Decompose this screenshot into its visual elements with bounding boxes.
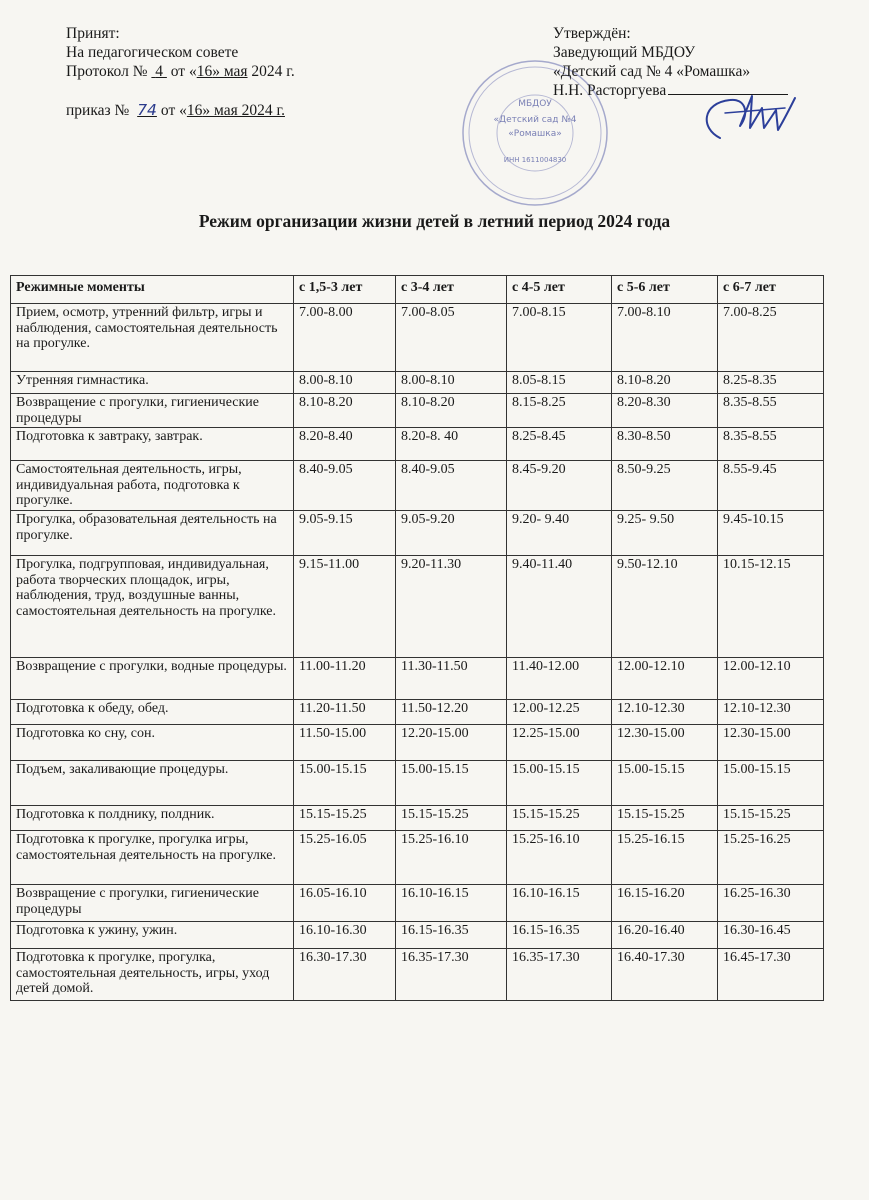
order-prefix: приказ № bbox=[66, 102, 130, 119]
time-cell: 16.15-16.20 bbox=[612, 885, 718, 922]
time-cell: 15.25-16.10 bbox=[507, 831, 612, 885]
time-cell: 8.10-8.20 bbox=[294, 394, 396, 428]
header-age-4-5: с 4-5 лет bbox=[507, 276, 612, 304]
time-cell: 9.05-9.20 bbox=[396, 511, 507, 556]
time-cell: 16.10-16.15 bbox=[507, 885, 612, 922]
time-cell: 15.15-15.25 bbox=[294, 806, 396, 831]
table-row bbox=[11, 304, 824, 372]
time-cell: 11.50-12.20 bbox=[396, 700, 507, 725]
table-row bbox=[11, 949, 824, 1001]
time-cell: 11.40-12.00 bbox=[507, 658, 612, 700]
time-cell: 12.30-15.00 bbox=[718, 725, 824, 761]
time-cell: 12.20-15.00 bbox=[396, 725, 507, 761]
handwritten-signature bbox=[690, 78, 800, 148]
institution-name: «Детский сад № 4 «Ромашка» bbox=[553, 63, 751, 80]
time-cell: 7.00-8.25 bbox=[718, 304, 824, 372]
time-cell: 9.05-9.15 bbox=[294, 511, 396, 556]
time-cell: 8.20-8.30 bbox=[612, 394, 718, 428]
table-row bbox=[11, 831, 824, 885]
time-cell: 11.30-11.50 bbox=[396, 658, 507, 700]
routine-cell: Подготовка к прогулке, прогулка, самостоятельная деятельность, игры, уход детей домой. bbox=[11, 949, 294, 1001]
routine-cell: Подготовка к ужину, ужин. bbox=[11, 922, 294, 949]
head-position: Заведующий МБДОУ bbox=[553, 44, 696, 61]
protocol-month: » мая bbox=[212, 63, 248, 80]
time-cell: 12.00-12.10 bbox=[612, 658, 718, 700]
time-cell: 7.00-8.00 bbox=[294, 304, 396, 372]
time-cell: 8.00-8.10 bbox=[396, 372, 507, 394]
routine-cell: Возвращение с прогулки, гигиенические процедуры bbox=[11, 885, 294, 922]
head-name: Н.Н. Расторгуева bbox=[553, 82, 667, 99]
time-cell: 12.10-12.30 bbox=[612, 700, 718, 725]
time-cell: 8.30-8.50 bbox=[612, 428, 718, 461]
time-cell: 15.25-16.05 bbox=[294, 831, 396, 885]
routine-cell: Подготовка к полднику, полдник. bbox=[11, 806, 294, 831]
time-cell: 16.20-16.40 bbox=[612, 922, 718, 949]
routine-cell: Подготовка к обеду, обед. bbox=[11, 700, 294, 725]
routine-cell: Возвращение с прогулки, водные процедуры. bbox=[11, 658, 294, 700]
routine-cell: Подготовка к завтраку, завтрак. bbox=[11, 428, 294, 461]
order-rest: » мая 2024 г. bbox=[202, 102, 285, 119]
table-row bbox=[11, 556, 824, 658]
table-row bbox=[11, 922, 824, 949]
time-cell: 8.10-8.20 bbox=[396, 394, 507, 428]
time-cell: 7.00-8.10 bbox=[612, 304, 718, 372]
time-cell: 16.25-16.30 bbox=[718, 885, 824, 922]
time-cell: 9.40-11.40 bbox=[507, 556, 612, 658]
time-cell: 8.20-8.40 bbox=[294, 428, 396, 461]
time-cell: 15.15-15.25 bbox=[507, 806, 612, 831]
time-cell: 16.15-16.35 bbox=[396, 922, 507, 949]
accepted-label: Принят: bbox=[66, 25, 120, 42]
routine-cell: Самостоятельная деятельность, игры, индивидуальная работа, подготовка к прогулке. bbox=[11, 461, 294, 511]
routine-cell: Прогулка, образовательная деятельность на прогулке. bbox=[11, 511, 294, 556]
time-cell: 15.25-16.15 bbox=[612, 831, 718, 885]
time-cell: 16.40-17.30 bbox=[612, 949, 718, 1001]
order-line bbox=[66, 101, 295, 120]
table-row bbox=[11, 761, 824, 806]
time-cell: 16.15-16.35 bbox=[507, 922, 612, 949]
routine-cell: Подготовка к прогулке, прогулка игры, самостоятельная деятельность на прогулке. bbox=[11, 831, 294, 885]
time-cell: 16.30-16.45 bbox=[718, 922, 824, 949]
table-row bbox=[11, 885, 824, 922]
time-cell: 8.25-8.35 bbox=[718, 372, 824, 394]
time-cell: 16.30-17.30 bbox=[294, 949, 396, 1001]
table-row bbox=[11, 372, 824, 394]
time-cell: 8.55-9.45 bbox=[718, 461, 824, 511]
header-age-1-5-3: с 1,5-3 лет bbox=[294, 276, 396, 304]
time-cell: 15.15-15.25 bbox=[718, 806, 824, 831]
time-cell: 15.00-15.15 bbox=[507, 761, 612, 806]
time-cell: 8.10-8.20 bbox=[612, 372, 718, 394]
time-cell: 16.10-16.30 bbox=[294, 922, 396, 949]
routine-cell: Утренняя гимнастика. bbox=[11, 372, 294, 394]
time-cell: 8.40-9.05 bbox=[396, 461, 507, 511]
time-cell: 10.15-12.15 bbox=[718, 556, 824, 658]
stamp-center-mid: «Детский сад №4 bbox=[493, 115, 577, 125]
time-cell: 8.05-8.15 bbox=[507, 372, 612, 394]
time-cell: 9.15-11.00 bbox=[294, 556, 396, 658]
time-cell: 12.00-12.25 bbox=[507, 700, 612, 725]
time-cell: 16.05-16.10 bbox=[294, 885, 396, 922]
document-title: Режим организации жизни детей в летний период 2024 года bbox=[198, 211, 671, 231]
time-cell: 9.45-10.15 bbox=[718, 511, 824, 556]
time-cell: 8.35-8.55 bbox=[718, 428, 824, 461]
time-cell: 8.45-9.20 bbox=[507, 461, 612, 511]
table-row bbox=[11, 658, 824, 700]
time-cell: 16.10-16.15 bbox=[396, 885, 507, 922]
protocol-from: от « bbox=[170, 63, 197, 80]
stamp-center-bottom: «Ромашка» bbox=[508, 129, 562, 139]
time-cell: 8.15-8.25 bbox=[507, 394, 612, 428]
protocol-prefix: Протокол № bbox=[66, 63, 148, 80]
time-cell: 8.00-8.10 bbox=[294, 372, 396, 394]
order-number: 74 bbox=[137, 101, 157, 119]
time-cell: 9.50-12.10 bbox=[612, 556, 718, 658]
time-cell: 16.35-17.30 bbox=[507, 949, 612, 1001]
time-cell: 7.00-8.15 bbox=[507, 304, 612, 372]
header-age-3-4: с 3-4 лет bbox=[396, 276, 507, 304]
approved-label: Утверждён: bbox=[553, 25, 631, 42]
time-cell: 9.20-11.30 bbox=[396, 556, 507, 658]
table-body bbox=[11, 304, 824, 1001]
stamp-center-top: МБДОУ bbox=[518, 99, 552, 109]
routine-cell: Прием, осмотр, утренний фильтр, игры и наблюдения, самостоятельная деятельность на прогулке. bbox=[11, 304, 294, 372]
time-cell: 11.00-11.20 bbox=[294, 658, 396, 700]
time-cell: 15.15-15.25 bbox=[396, 806, 507, 831]
routine-cell: Возвращение с прогулки, гигиенические процедуры bbox=[11, 394, 294, 428]
time-cell: 11.20-11.50 bbox=[294, 700, 396, 725]
acceptance-block bbox=[66, 24, 295, 120]
order-day: 16 bbox=[186, 102, 203, 119]
time-cell: 15.00-15.15 bbox=[294, 761, 396, 806]
protocol-day: 16 bbox=[196, 63, 213, 80]
time-cell: 12.10-12.30 bbox=[718, 700, 824, 725]
routine-cell: Прогулка, подгрупповая, индивидуальная, работа творческих площадок, игры, наблюдения, труд, воздушные ванны, самостоятельная деятельность на прогулке. bbox=[11, 556, 294, 658]
time-cell: 15.00-15.15 bbox=[612, 761, 718, 806]
header-age-6-7: с 6-7 лет bbox=[718, 276, 824, 304]
table-row bbox=[11, 806, 824, 831]
time-cell: 15.00-15.15 bbox=[718, 761, 824, 806]
header-routine: Режимные моменты bbox=[11, 276, 294, 304]
stamp-inn: ИНН 1611004830 bbox=[503, 156, 567, 164]
protocol-number: 4 bbox=[155, 63, 163, 80]
time-cell: 12.30-15.00 bbox=[612, 725, 718, 761]
table-row bbox=[11, 725, 824, 761]
time-cell: 16.35-17.30 bbox=[396, 949, 507, 1001]
time-cell: 8.25-8.45 bbox=[507, 428, 612, 461]
order-from: от « bbox=[160, 102, 187, 119]
protocol-year: 2024 г. bbox=[251, 63, 295, 80]
time-cell: 12.00-12.10 bbox=[718, 658, 824, 700]
time-cell: 15.25-16.25 bbox=[718, 831, 824, 885]
daily-routine-table bbox=[10, 275, 824, 1001]
time-cell: 8.35-8.55 bbox=[718, 394, 824, 428]
time-cell: 9.25- 9.50 bbox=[612, 511, 718, 556]
time-cell: 12.25-15.00 bbox=[507, 725, 612, 761]
time-cell: 8.50-9.25 bbox=[612, 461, 718, 511]
table-header-row bbox=[11, 276, 824, 304]
routine-cell: Подъем, закаливающие процедуры. bbox=[11, 761, 294, 806]
table-row bbox=[11, 428, 824, 461]
protocol-line bbox=[66, 62, 295, 81]
time-cell: 15.25-16.10 bbox=[396, 831, 507, 885]
time-cell: 7.00-8.05 bbox=[396, 304, 507, 372]
council-label: На педагогическом совете bbox=[66, 44, 239, 61]
table-row bbox=[11, 700, 824, 725]
table-row bbox=[11, 511, 824, 556]
time-cell: 16.45-17.30 bbox=[718, 949, 824, 1001]
time-cell: 8.40-9.05 bbox=[294, 461, 396, 511]
time-cell: 11.50-15.00 bbox=[294, 725, 396, 761]
header-age-5-6: с 5-6 лет bbox=[612, 276, 718, 304]
time-cell: 15.00-15.15 bbox=[396, 761, 507, 806]
time-cell: 9.20- 9.40 bbox=[507, 511, 612, 556]
table-row bbox=[11, 461, 824, 511]
table-row bbox=[11, 394, 824, 428]
time-cell: 8.20-8. 40 bbox=[396, 428, 507, 461]
routine-cell: Подготовка ко сну, сон. bbox=[11, 725, 294, 761]
time-cell: 15.15-15.25 bbox=[612, 806, 718, 831]
